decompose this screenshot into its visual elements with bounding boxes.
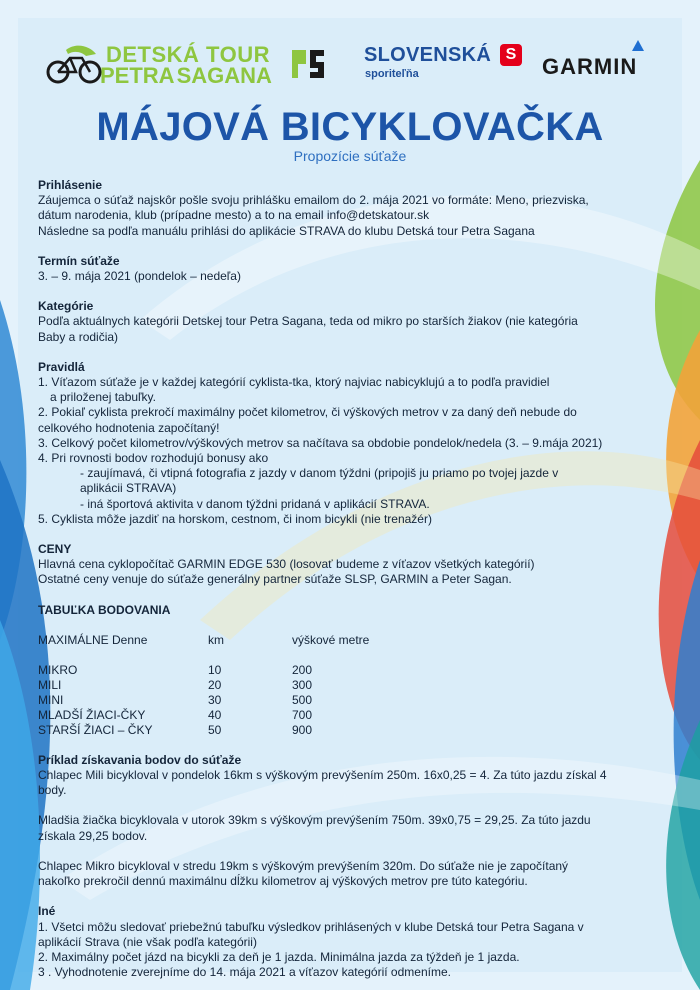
partner-logos <box>46 40 656 92</box>
document-body <box>38 178 668 980</box>
table-cell: MIKRO <box>38 662 78 677</box>
text-line: Chlapec Mili bicykloval v pondelok 16km s výškovým prevýšením 250m. 16x0,25 = 4. Za túto jazdu získal 4 <box>38 768 607 783</box>
table-cell: 50 <box>208 722 222 737</box>
text-line: celkového hodnotenia započítaný! <box>38 420 220 435</box>
logo-text-line1: DETSKÁ TOUR <box>106 42 270 67</box>
table-row <box>38 723 369 738</box>
garmin-logo: GARMIN <box>542 54 638 79</box>
cyclist-icon <box>46 44 102 84</box>
table-header-cell: výškové metre <box>292 632 370 647</box>
table-header-row <box>38 633 369 648</box>
slsp-name: SLOVENSKÁ <box>364 44 492 66</box>
slsp-s-icon: S <box>500 44 522 66</box>
text-line: 2. Pokiaľ cyklista prekročí maximálny počet kilometrov, či výškových metrov v za daný deň nebude do <box>38 405 577 420</box>
table-cell: 20 <box>208 677 222 692</box>
table-cell: MLADŠÍ ŽIACI-ČKY <box>38 707 146 722</box>
table-cell: STARŠÍ ŽIACI – ČKY <box>38 722 153 737</box>
detska-tour-logo <box>46 40 336 88</box>
table-row <box>38 663 369 678</box>
section-heading-termin: Termín súťaže <box>38 253 120 268</box>
ps-monogram-icon <box>290 48 326 80</box>
logo-text-petra: PETRA <box>100 63 175 88</box>
table-cell: 900 <box>292 722 313 737</box>
table-header-cell: km <box>208 632 224 647</box>
text-line: 4. Pri rovnosti bodov rozhodujú bonusy ako <box>38 451 269 466</box>
table-header-cell: MAXIMÁLNE Denne <box>38 632 148 647</box>
table-cell: MINI <box>38 692 64 707</box>
table-row <box>38 708 369 723</box>
garmin-triangle-icon <box>632 40 644 51</box>
text-line: 2. Maximálny počet jázd na bicykli za deň je 1 jazda. Minimálna jazda za týždeň je 1 jazda. <box>38 949 520 964</box>
text-line: aplikácii STRAVA) <box>80 481 177 496</box>
text-line: Podľa aktuálnych kategórii Detskej tour Petra Sagana, teda od mikro po starších žiakov (nie kategória <box>38 314 578 329</box>
slsp-subname: sporiteľňa <box>365 68 419 80</box>
section-heading-ine: Iné <box>38 904 56 919</box>
text-line: 5. Cyklista môže jazdiť na horskom, cestnom, či inom bicykli (nie trenažér) <box>38 511 432 526</box>
text-line: získala 29,25 bodov. <box>38 828 148 843</box>
text-line: - zaujímavá, či vtipná fotografia z jazdy v danom týždni (pripojiš ju priamo po tvojej jazde v <box>80 466 559 481</box>
text-line: dátum narodenia, klub (prípadne mesto) a to na email info@detskatour.sk <box>38 208 430 223</box>
table-row <box>38 678 369 693</box>
text-line: 3. – 9. mája 2021 (pondelok – nedeľa) <box>38 269 241 284</box>
table-cell: 40 <box>208 707 222 722</box>
section-heading-ceny: CENY <box>38 542 72 557</box>
text-line: - iná športová aktivita v danom týždni pridaná v aplikácií STRAVA. <box>80 496 430 511</box>
page-title: MÁJOVÁ BICYKLOVAČKA <box>96 105 604 149</box>
text-line: 3 . Vyhodnotenie zverejníme do 14. mája 2021 a víťazov kategórií odmeníme. <box>38 965 451 980</box>
table-cell: MILI <box>38 677 62 692</box>
text-line: aplikácií Strava (nie však podľa kategórii) <box>38 934 257 949</box>
page-subtitle: Propozície súťaže <box>293 148 407 164</box>
text-line: a priloženej tabuľky. <box>50 390 157 405</box>
section-heading-prihlasenie: Prihlásenie <box>38 178 103 192</box>
text-line: 1. Všetci môžu sledovať priebežnú tabuľku výsledkov prihlásených v klube Detská tour Petra Sagana v <box>38 919 584 934</box>
logo-text-sagana: SAGANA <box>176 63 272 88</box>
logo-text-line2 <box>100 65 272 87</box>
text-line: Následne sa podľa manuálu prihlási do aplikácie STRAVA do klubu Detská tour Petra Sagana <box>38 223 535 238</box>
scoring-table <box>38 633 369 738</box>
section-heading-tabulka: TABUĽKA BODOVANIA <box>38 602 171 617</box>
table-cell: 300 <box>292 677 313 692</box>
table-cell: 30 <box>208 692 222 707</box>
section-heading-kategorie: Kategórie <box>38 299 94 314</box>
text-line: 1. Víťazom súťaže je v každej kategórií cyklista-tka, ktorý najviac nabicyklujú a to podľa pravidiel <box>38 375 550 390</box>
text-line: Mladšia žiačka bicyklovala v utorok 39km s výškovým prevýšením 750m. 39x0,75 = 29,25. Za túto jazdu <box>38 813 591 828</box>
text-line: nakoľko prekročil dennú maximálnu dĺžku kilometrov aj výškových metrov pre túto kategóriu. <box>38 874 528 889</box>
table-cell: 700 <box>292 707 313 722</box>
table-row <box>38 693 369 708</box>
text-line: Baby a rodičia) <box>38 329 119 344</box>
text-line: Hlavná cena cyklopočítač GARMIN EDGE 530 (losovať budeme z víťazov všetkých kategórií) <box>38 557 535 572</box>
section-heading-priklad: Príklad získavania bodov do súťaže <box>38 752 242 767</box>
text-line: 3. Celkový počet kilometrov/výškových metrov sa načítava sa obdobie pondelok/nedela (3. – 9.mája 2021) <box>38 435 603 450</box>
text-line: Ostatné ceny venuje do súťaže generálny partner súťaže SLSP, GARMIN a Peter Sagan. <box>38 572 512 587</box>
text-line: Záujemca o súťaž najskôr pošle svoju prihlášku emailom do 2. mája 2021 vo formáte: Meno, priezviska, <box>38 193 589 208</box>
text-line: body. <box>38 783 67 798</box>
table-cell: 200 <box>292 662 313 677</box>
section-heading-pravidla: Pravidlá <box>38 359 85 374</box>
text-line: Chlapec Mikro bicykloval v stredu 19km s výškovým prevýšením 320m. Do súťaže nie je započítaný <box>38 858 569 873</box>
table-cell: 10 <box>208 662 222 677</box>
table-cell: 500 <box>292 692 313 707</box>
slsp-logo <box>364 44 517 88</box>
